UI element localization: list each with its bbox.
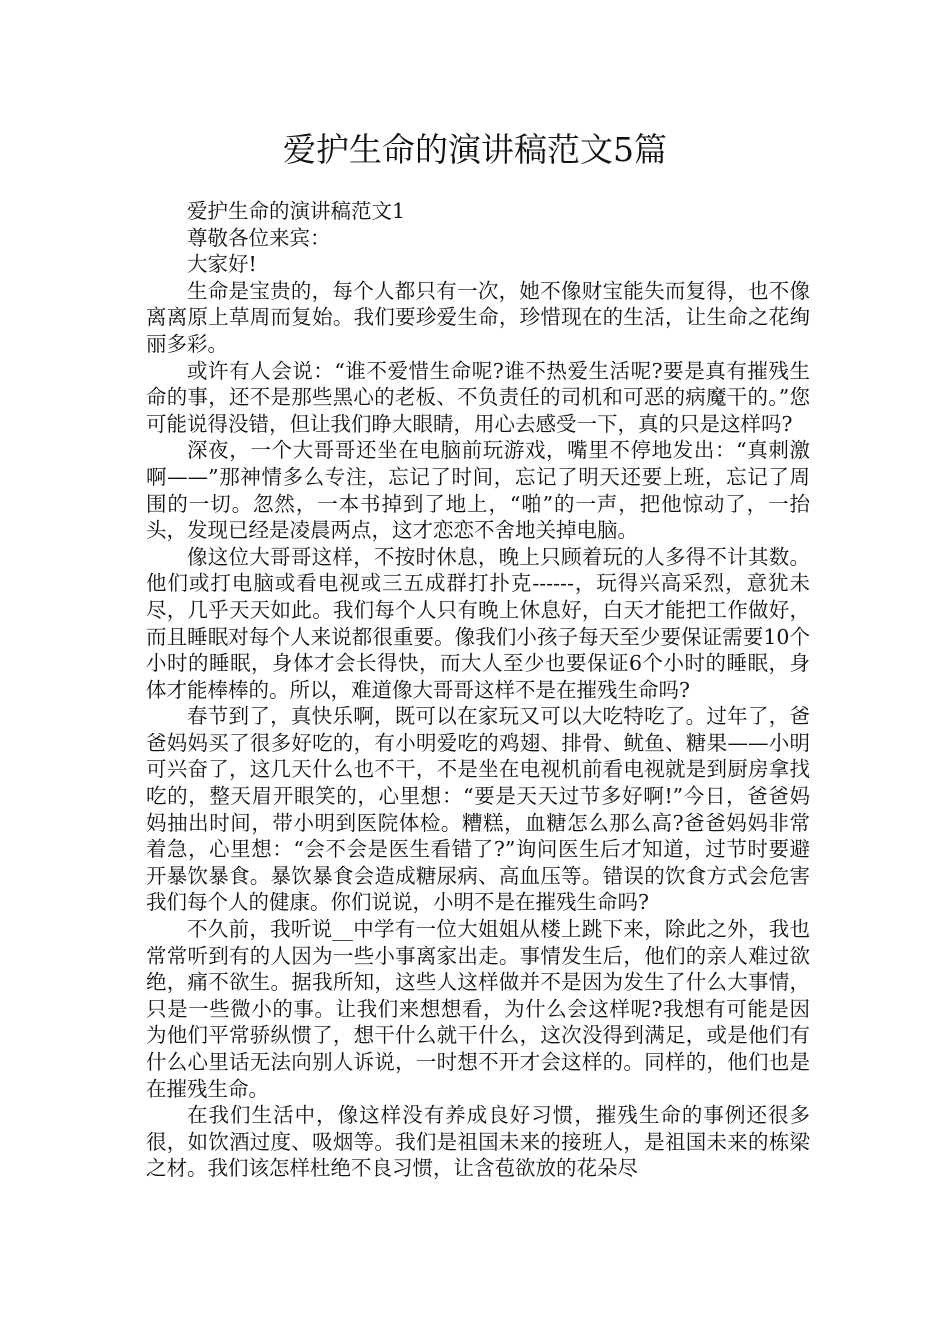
paragraph: 在我们生活中，像这样没有养成良好习惯，摧残生命的事例还很多很，如饮酒过度、吸烟等。我们是祖国未来的接班人，是祖国未来的栋梁之材。我们该怎样杜绝不良习惯，让含苞欲放的花朵尽 (146, 1103, 810, 1181)
document-body (146, 198, 810, 1182)
paragraph: 或许有人会说：“谁不爱惜生命呢?谁不热爱生活呢?要是真有摧残生命的事，还不是那些黑心的老板、不负责任的司机和可恶的病魔干的。”您可能说得没错，但让我们睁大眼睛，用心去感受一下，真的只是这样吗? (146, 358, 810, 436)
document-title: 爱护生命的演讲稿范文5篇 (283, 130, 667, 169)
paragraph: 深夜，一个大哥哥还坐在电脑前玩游戏，嘴里不停地发出：“真刺激啊——”那神情多么专注，忘记了时间，忘记了明天还要上班，忘记了周围的一切。忽然，一本书掉到了地上，“啪”的一声，把他惊动了，一抬头，发现已经是凌晨两点，这才恋恋不舍地关掉电脑。 (146, 438, 810, 543)
paragraph-greeting: 大家好! (187, 252, 257, 277)
paragraph: 春节到了，真快乐啊，既可以在家玩又可以大吃特吃了。过年了，爸爸妈妈买了很多好吃的，有小明爱吃的鸡翅、排骨、鱿鱼、糖果——小明可兴奋了，这几天什么也不干，不是坐在电视机前看电视就是到厨房拿找吃的，整天眉开眼笑的，心里想：“要是天天过节多好啊!”今日，爸爸妈妈抽出时间，带小明到医院体检。糟糕，血糖怎么那么高?爸爸妈妈非常着急，心里想：“会不会是医生看错了?”询问医生后才知道，过节时要避开暴饮暴食。暴饮暴食会造成糖尿病、高血压等。错误的饮食方式会危害我们每个人的健康。你们说说，小明不是在摧残生命吗? (146, 704, 810, 915)
paragraph: 像这位大哥哥这样，不按时休息，晚上只顾着玩的人多得不计其数。他们或打电脑或看电视或三五成群打扑克------，玩得兴高采烈，意犹未尽，几乎天天如此。我们每个人只有晚上休息好，白天才能把工作做好，而且睡眠对每个人来说都很重要。像我们小孩子每天至少要保证需要10个小时的睡眠，身体才会长得快，而大人至少也要保证6个小时的睡眠，身体才能棒棒的。所以，难道像大哥哥这样不是在摧残生命吗? (146, 544, 810, 702)
paragraph: 不久前，我听说__中学有一位大姐姐从楼上跳下来，除此之外，我也常常听到有的人因为一些小事离家出走。事情发生后，他们的亲人难过欲绝，痛不欲生。据我所知，这些人这样做并不是因为发生了什么大事情，只是一些微小的事。让我们来想想看，为什么会这样呢?我想有可能是因为他们平常骄纵惯了，想干什么就干什么，这次没得到满足，或是他们有什么心里话无法向别人诉说，一时想不开才会这样的。同样的，他们也是在摧残生命。 (146, 917, 810, 1101)
paragraph-salutation: 尊敬各位来宾： (187, 225, 331, 250)
paragraph: 生命是宝贵的，每个人都只有一次，她不像财宝能失而复得，也不像离离原上草周而复始。我们要珍爱生命，珍惜现在的生活，让生命之花绚丽多彩。 (146, 278, 810, 356)
paragraph-heading: 爱护生命的演讲稿范文1 (187, 199, 406, 223)
